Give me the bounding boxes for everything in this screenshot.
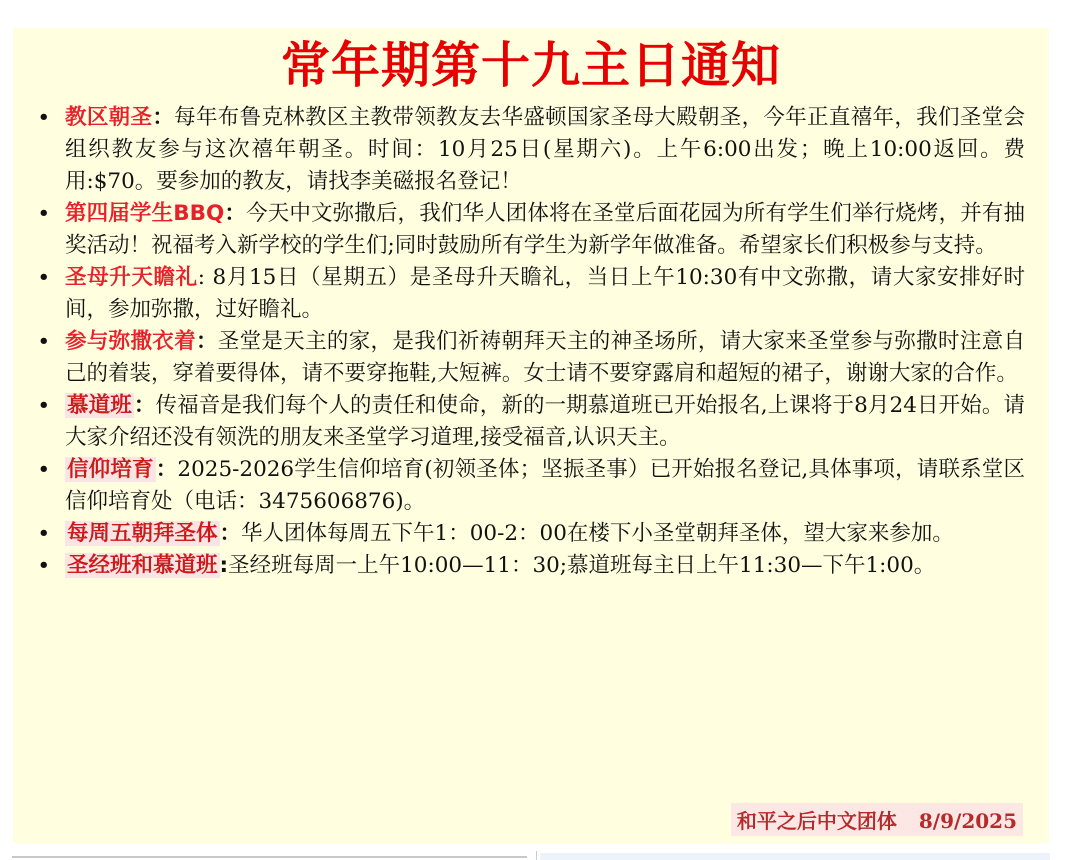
adjacent-page-edge xyxy=(540,853,1050,860)
list-item xyxy=(35,198,1025,262)
list-item xyxy=(35,262,1025,326)
bullet-icon: • xyxy=(38,203,50,224)
item-label: 第四届学生BBQ xyxy=(65,201,225,226)
item-separator: ： xyxy=(195,329,218,354)
item-label: 圣经班和慕道班 xyxy=(67,553,218,578)
signature xyxy=(731,803,1023,836)
item-text: 2025-2026学生信仰培育(初领圣体；坚振圣事）已开始报名登记,具体事项，请联系堂区信仰培育处（电话：3475606876)。 xyxy=(65,457,1025,514)
bullet-icon: • xyxy=(38,395,50,416)
item-text: 传福音是我们每个人的责任和使命，新的一期慕道班已开始报名,上课将于8月24日开始。请大家介绍还没有领洗的朋友来圣堂学习道理,接受福音,认识天主。 xyxy=(65,393,1025,450)
bullet-icon: • xyxy=(38,107,50,128)
item-separator: ： xyxy=(133,393,156,418)
item-text: 华人团体每周五下午1：00-2：00在楼下小圣堂朝拜圣体，望大家来参加。 xyxy=(241,521,954,546)
item-label: 信仰培育 xyxy=(67,457,154,482)
bullet-icon: • xyxy=(38,459,50,480)
item-label: 圣母升天瞻礼 xyxy=(65,265,198,290)
list-item xyxy=(35,550,1025,582)
item-separator: ： xyxy=(219,521,242,546)
page-divider-tick xyxy=(536,851,537,860)
signature-date: 8/9/2025 xyxy=(918,809,1017,833)
list-item xyxy=(35,390,1025,454)
item-separator: : xyxy=(197,265,213,290)
list-item xyxy=(35,454,1025,518)
item-text: 8月15日（星期五）是圣母升天瞻礼，当日上午10:30有中文弥撒，请大家安排好时间，参加弥撒，过好瞻礼。 xyxy=(65,265,1025,322)
list-item xyxy=(35,102,1025,198)
bulletin-page xyxy=(13,28,1049,843)
item-label: 每周五朝拜圣体 xyxy=(67,521,218,546)
item-separator: : xyxy=(219,553,229,578)
item-label: 教区朝圣 xyxy=(65,105,153,130)
page-divider xyxy=(12,856,527,858)
bullet-icon: • xyxy=(38,555,50,576)
bullet-icon: • xyxy=(38,331,50,352)
announcement-list xyxy=(35,102,1025,582)
bullet-icon: • xyxy=(38,267,50,288)
list-item xyxy=(35,326,1025,390)
item-text: 每年布鲁克林教区主教带领教友去华盛顿国家圣母大殿朝圣，今年正直禧年，我们圣堂会组织教友参与这次禧年朝圣。时间：10月25日(星期六)。上午6:00出发；晚上10:00返回。费用:$70。要参加的教友，请找李美磁报名登记！ xyxy=(65,105,1025,194)
list-item xyxy=(35,518,1025,550)
item-separator: ： xyxy=(224,201,247,226)
item-label: 参与弥撒衣着 xyxy=(65,329,196,354)
page-title: 常年期第十九主日通知 xyxy=(280,37,781,94)
bullet-icon: • xyxy=(38,523,50,544)
signature-organization: 和平之后中文团体 xyxy=(736,809,897,833)
item-text: 今天中文弥撒后，我们华人团体将在圣堂后面花园为所有学生们举行烧烤，并有抽奖活动！祝福考入新学校的学生们;同时鼓励所有学生为新学年做准备。希望家长们积极参与支持。 xyxy=(65,201,1025,258)
item-separator: ： xyxy=(152,105,175,130)
item-text: 圣经班每周一上午10:00—11：30;慕道班每主日上午11:30—下午1:00。 xyxy=(228,553,936,578)
item-text: 圣堂是天主的家，是我们祈祷朝拜天主的神圣场所，请大家来圣堂参与弥撒时注意自己的着装，穿着要得体，请不要穿拖鞋,大短裤。女士请不要穿露肩和超短的裙子，谢谢大家的合作。 xyxy=(65,329,1025,386)
item-separator: ： xyxy=(155,457,178,482)
item-label: 慕道班 xyxy=(67,393,132,418)
